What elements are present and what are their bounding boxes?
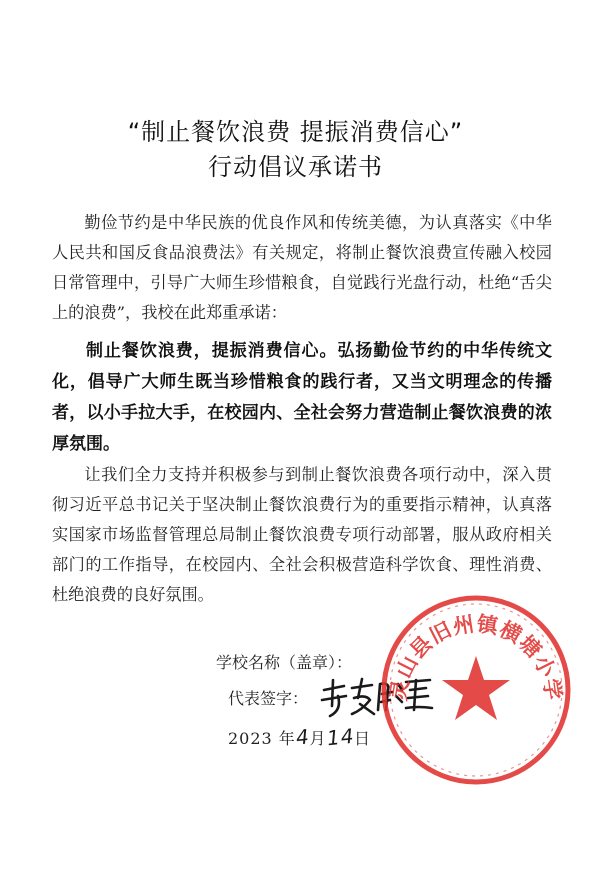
- date-day-unit: 日: [354, 729, 372, 748]
- date-line: [228, 725, 371, 749]
- representative-signature-label: 代表签字：: [228, 689, 309, 708]
- date-month-unit: 月: [309, 729, 327, 748]
- date-day: 14: [325, 723, 356, 751]
- paragraph-action: 让我们全力支持并积极参与到制止餐饮浪费各项行动中，深入贯彻习近平总书记关于坚决制止餐饮浪费行为的重要指示精神，认真落实国家市场监督管理总局制止餐饮浪费专项行动部署，服从政府相关部门的工作指导，在校园内、全社会积极营造科学饮食、理性消费、杜绝浪费的良好氛围。: [52, 465, 552, 604]
- seal-text: 灵山县旧州镇横塘小学: [386, 611, 566, 703]
- date-month: 4: [294, 724, 311, 750]
- paragraph-commitment: 制止餐饮浪费，提振消费信心。弘扬勤俭节约的中华传统文化，倡导广大师生既当珍惜粮食的践行者，又当文明理念的传播者，以小手拉大手，在校园内、全社会努力营造制止餐饮浪费的浓厚氛围。: [52, 341, 552, 454]
- official-seal: [376, 590, 576, 790]
- paragraph-intro: 勤俭节约是中华民族的优良作风和传统美德，为认真落实《中华人民共和国反食品浪费法》有关规定，将制止餐饮浪费宣传融入校园日常管理中，引导广大师生珍惜粮食，自觉践行光盘行动，杜绝“舌尖上的浪费”，我校在此郑重承诺：: [52, 213, 552, 322]
- document-title-line2: 行动倡议承诺书: [208, 153, 383, 181]
- school-name-label: 学校名称（盖章）：: [216, 653, 353, 672]
- date-year: 2023 年: [228, 729, 296, 748]
- document-title-line1: “制止餐饮浪费 提振消费信心”: [127, 118, 464, 146]
